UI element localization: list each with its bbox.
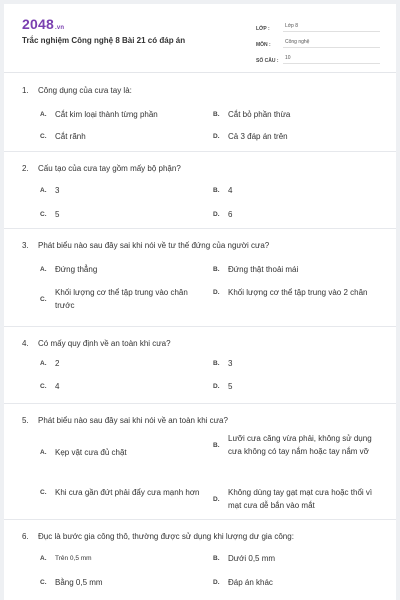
option-letter: B.	[213, 266, 220, 273]
question-2	[4, 152, 396, 229]
option-letter: B.	[213, 441, 220, 449]
option-b[interactable]	[213, 108, 290, 121]
option-a[interactable]	[40, 357, 59, 370]
option-text: Đứng thật thoải mái	[228, 265, 299, 274]
document-title: Trắc nghiệm Công nghệ 8 Bài 21 có đáp án	[22, 36, 186, 45]
question-text: Phát biểu nào sau đây sai khi nói về tư thế đứng của người cưa?	[38, 241, 270, 250]
option-text: 3	[228, 359, 233, 368]
question-number: 4.	[22, 339, 29, 348]
option-b[interactable]	[213, 552, 275, 565]
option-letter: D.	[213, 133, 220, 140]
option-text: Không dùng tay gạt mạt cưa hoặc thổi vì mạt cưa dễ bắn vào mắt	[228, 488, 373, 510]
option-c[interactable]	[40, 486, 205, 499]
option-text: Khối lượng cơ thể tập trung vào 2 chân	[228, 288, 368, 297]
option-text: 5	[55, 210, 60, 219]
option-text: Cả 3 đáp án trên	[228, 132, 288, 141]
question-row	[22, 241, 378, 250]
option-a[interactable]	[40, 446, 127, 459]
option-letter: C.	[40, 383, 47, 390]
meta-label: MÔN :	[256, 42, 271, 48]
question-row	[22, 416, 378, 425]
option-letter: C.	[40, 211, 47, 218]
question-5	[4, 404, 396, 520]
option-letter: A.	[40, 187, 47, 194]
option-text: 6	[228, 210, 233, 219]
question-row	[22, 532, 378, 541]
logo-tld: .vn	[54, 25, 65, 31]
option-b[interactable]	[213, 432, 378, 458]
option-letter: D.	[213, 579, 220, 586]
option-text: Kẹp vật cưa đủ chặt	[55, 448, 127, 457]
question-text: Có mấy quy định về an toàn khi cưa?	[38, 339, 171, 348]
meta-row-class	[256, 18, 380, 32]
meta-value: Lớp 8	[283, 23, 380, 32]
option-letter: D.	[213, 289, 220, 296]
question-1	[4, 74, 396, 152]
question-number: 2.	[22, 164, 29, 173]
option-text: Trên 0,5 mm	[55, 555, 92, 562]
question-number: 5.	[22, 416, 29, 425]
option-letter: B.	[213, 111, 220, 118]
option-d[interactable]	[213, 130, 288, 143]
option-d[interactable]	[213, 486, 378, 512]
option-a[interactable]	[40, 552, 92, 565]
option-text: 5	[228, 382, 233, 391]
option-c[interactable]	[40, 576, 103, 589]
question-number: 6.	[22, 532, 29, 541]
option-letter: C.	[40, 579, 47, 586]
option-text: 2	[55, 359, 60, 368]
option-text: Lưỡi cưa căng vừa phải, không sử dụng cưa không có tay nắm hoặc tay nắm vỡ	[228, 434, 372, 456]
question-text: Đục là bước gia công thô, thường được sử dụng khi lượng dư gia công:	[38, 532, 294, 541]
question-row	[22, 164, 378, 173]
question-number: 1.	[22, 86, 29, 95]
option-letter: B.	[213, 360, 220, 367]
option-text: Đáp án khác	[228, 578, 273, 587]
option-b[interactable]	[213, 184, 232, 197]
option-letter: A.	[40, 449, 47, 456]
meta-label: SỐ CÂU :	[256, 58, 279, 64]
option-letter: C.	[40, 133, 47, 140]
option-letter: D.	[213, 211, 220, 218]
site-logo[interactable]	[22, 16, 64, 32]
option-d[interactable]	[213, 208, 232, 221]
option-letter: A.	[40, 111, 47, 118]
option-text: Đứng thẳng	[55, 265, 98, 274]
question-6	[4, 520, 396, 600]
option-letter: A.	[40, 555, 47, 562]
option-letter: B.	[213, 555, 220, 562]
option-letter: D.	[213, 495, 220, 503]
quiz-page	[4, 4, 396, 600]
option-text: Cắt rãnh	[55, 132, 86, 141]
option-letter: B.	[213, 187, 220, 194]
option-a[interactable]	[40, 184, 59, 197]
option-b[interactable]	[213, 357, 232, 370]
question-text: Công dụng của cưa tay là:	[38, 86, 132, 95]
quiz-meta	[256, 18, 380, 66]
option-d[interactable]	[213, 380, 232, 393]
question-row	[22, 339, 378, 348]
option-letter: D.	[213, 383, 220, 390]
option-letter: C.	[40, 489, 47, 496]
question-number: 3.	[22, 241, 29, 250]
logo-main: 2048	[22, 16, 54, 32]
option-text: 4	[55, 382, 60, 391]
option-letter: A.	[40, 266, 47, 273]
meta-row-subject	[256, 34, 380, 48]
option-c[interactable]	[40, 208, 59, 221]
meta-value: Công nghệ	[283, 39, 380, 48]
question-row	[22, 86, 378, 95]
meta-label: LỚP :	[256, 26, 270, 32]
option-d[interactable]	[213, 286, 378, 299]
option-text: Cắt bỏ phần thừa	[228, 110, 291, 119]
option-letter: C.	[40, 295, 47, 303]
option-c[interactable]	[40, 130, 86, 143]
question-3	[4, 229, 396, 327]
option-d[interactable]	[213, 576, 273, 589]
option-text: 3	[55, 186, 60, 195]
option-text: Bằng 0,5 mm	[55, 578, 103, 587]
question-text: Cấu tạo của cưa tay gồm mấy bộ phận?	[38, 164, 181, 173]
option-c[interactable]	[40, 380, 59, 393]
meta-row-count	[256, 50, 380, 64]
option-a[interactable]	[40, 263, 97, 276]
option-text: Dưới 0,5 mm	[228, 554, 276, 563]
question-4	[4, 327, 396, 404]
option-text: Khối lượng cơ thể tập trung vào chân trước	[55, 288, 188, 310]
option-a[interactable]	[40, 108, 158, 121]
option-text: Cắt kim loại thành từng phần	[55, 110, 158, 119]
option-text: 4	[228, 186, 233, 195]
option-b[interactable]	[213, 263, 298, 276]
meta-value: 10	[283, 55, 380, 64]
quiz-header	[4, 4, 396, 73]
question-text: Phát biểu nào sau đây sai khi nói về an toàn khi cưa?	[38, 416, 228, 425]
option-c[interactable]	[40, 286, 205, 312]
option-letter: A.	[40, 360, 47, 367]
option-text: Khi cưa gần đứt phải đẩy cưa mạnh hơn	[55, 488, 200, 497]
